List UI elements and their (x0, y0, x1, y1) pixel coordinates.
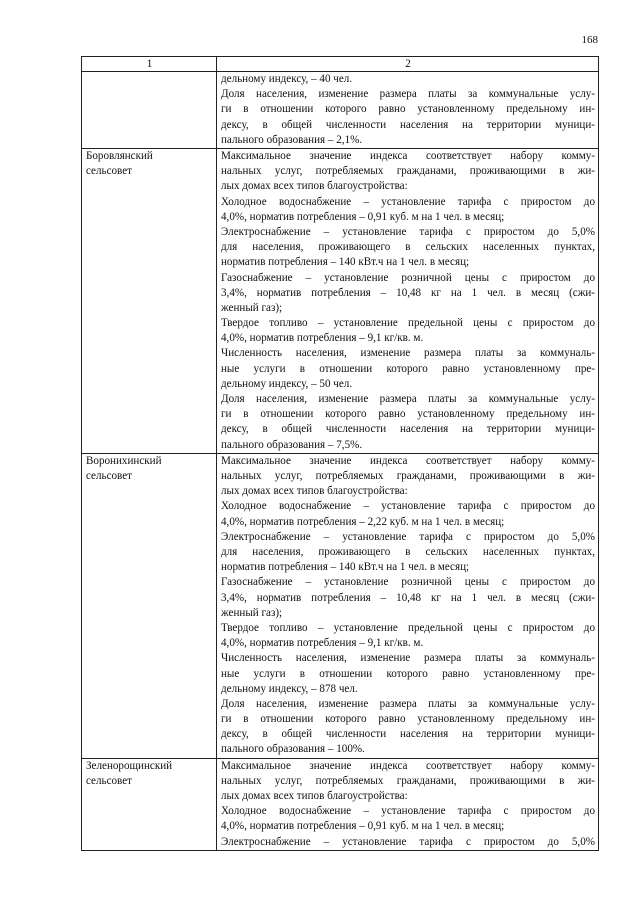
description-line: ные услуги в отношении которого равно установленному пре- (221, 362, 595, 375)
description-line: ные услуги в отношении которого равно установленному пре- (221, 667, 595, 680)
description-line: Газоснабжение – установление розничной цены с приростом до (221, 271, 595, 284)
description-line: дексу, в общей численности населения на территории муници- (221, 118, 595, 131)
district-name-line: Зеленорощинский (86, 759, 173, 772)
description-line: Доля населения, изменение размера платы за коммунальные услу- (221, 697, 595, 710)
description-line: нальных услуг, потребляемых гражданами, проживающими в жи- (221, 470, 595, 483)
description-line: Электроснабжение – установление тарифа с приростом до 5,0% (221, 835, 595, 848)
description-line: пального образования – 7,5%. (221, 438, 363, 451)
district-name-line: сельсовет (86, 165, 132, 178)
description-line: 4,0%, норматив потребления – 2,22 куб. м на 1 чел. в месяц; (221, 515, 505, 528)
description-line: для населения, проживающего в сельских населенных пунктах, (221, 241, 595, 254)
table-row (82, 72, 599, 149)
table-row (82, 758, 599, 850)
description-line: нальных услуг, потребляемых гражданами, проживающими в жи- (221, 774, 595, 787)
description-line: 4,0%, норматив потребления – 0,91 куб. м на 1 чел. в месяц; (221, 210, 505, 223)
description-line: Доля населения, изменение размера платы за коммунальные услу- (221, 88, 595, 101)
column-header-1: 1 (82, 57, 217, 72)
description-line: дельному индексу, – 40 чел. (221, 73, 353, 85)
description-line: лых домах всех типов благоустройства: (221, 180, 408, 193)
description-line: пального образования – 100%. (221, 743, 365, 756)
table-body (82, 72, 599, 851)
district-name-line: Воронихинский (86, 454, 162, 467)
description-line: 4,0%, норматив потребления – 9,1 кг/кв. м. (221, 637, 424, 650)
description-line: дельному индексу, – 50 чел. (221, 377, 353, 390)
table-row (82, 148, 599, 453)
district-cell (82, 453, 217, 758)
description-line: 3,4%, норматив потребления – 10,48 кг на 1 чел. в месяц (сжи- (221, 286, 595, 299)
description-line: женный газ); (221, 301, 283, 314)
description-line: лых домах всех типов благоустройства: (221, 790, 408, 803)
district-name-line: Боровлянский (86, 149, 153, 162)
column-header-2: 2 (217, 57, 599, 72)
description-line: ги в отношении которого равно установленному предельному ин- (221, 713, 595, 726)
description-line: лых домах всех типов благоустройства: (221, 485, 408, 498)
description-line: Газоснабжение – установление розничной цены с приростом до (221, 576, 595, 589)
description-cell (217, 148, 599, 453)
description-line: Доля населения, изменение размера платы за коммунальные услу- (221, 393, 595, 406)
description-line: дексу, в общей численности населения на территории муници- (221, 423, 595, 436)
table-row (82, 453, 599, 758)
description-line: Максимальное значение индекса соответствует набору комму- (221, 759, 595, 772)
description-line: Холодное водоснабжение – установление тарифа с приростом до (221, 805, 595, 818)
header-row (82, 57, 599, 72)
description-line: дельному индексу, – 878 чел. (221, 682, 358, 695)
description-line: Численность населения, изменение размера платы за коммуналь- (221, 347, 595, 360)
description-line: норматив потребления – 140 кВт.ч на 1 чел. в месяц; (221, 561, 470, 574)
description-line: ги в отношении которого равно установленному предельному ин- (221, 408, 595, 421)
district-name-line: сельсовет (86, 470, 132, 483)
page-number: 168 (581, 34, 598, 46)
description-line: Холодное водоснабжение – установление тарифа с приростом до (221, 500, 595, 513)
description-line: Твердое топливо – установление предельной цены с приростом до (221, 317, 595, 330)
description-line: дексу, в общей численности населения на территории муници- (221, 728, 595, 741)
description-line: ги в отношении которого равно установленному предельному ин- (221, 103, 595, 116)
description-line: Твердое топливо – установление предельной цены с приростом до (221, 621, 595, 634)
district-cell (82, 72, 217, 149)
description-line: 4,0%, норматив потребления – 9,1 кг/кв. м. (221, 332, 424, 345)
district-cell (82, 148, 217, 453)
description-cell (217, 72, 599, 149)
description-line: женный газ); (221, 606, 283, 619)
description-cell (217, 758, 599, 850)
description-line: нальных услуг, потребляемых гражданами, проживающими в жи- (221, 165, 595, 178)
description-cell (217, 453, 599, 758)
description-line: Электроснабжение – установление тарифа с приростом до 5,0% (221, 225, 595, 238)
description-line: пального образования – 2,1%. (221, 133, 363, 146)
description-line: Максимальное значение индекса соответствует набору комму- (221, 454, 595, 467)
description-line: для населения, проживающего в сельских населенных пунктах, (221, 545, 595, 558)
description-line: Численность населения, изменение размера платы за коммуналь- (221, 652, 595, 665)
district-cell (82, 758, 217, 850)
description-line: норматив потребления – 140 кВт.ч на 1 чел. в месяц; (221, 256, 470, 269)
description-line: Электроснабжение – установление тарифа с приростом до 5,0% (221, 530, 595, 543)
description-line: 4,0%, норматив потребления – 0,91 куб. м на 1 чел. в месяц; (221, 820, 505, 833)
district-name-line: сельсовет (86, 774, 132, 787)
description-line: Холодное водоснабжение – установление тарифа с приростом до (221, 195, 595, 208)
description-line: Максимальное значение индекса соответствует набору комму- (221, 149, 595, 162)
description-line: 3,4%, норматив потребления – 10,48 кг на 1 чел. в месяц (сжи- (221, 591, 595, 604)
indices-table (81, 56, 599, 851)
